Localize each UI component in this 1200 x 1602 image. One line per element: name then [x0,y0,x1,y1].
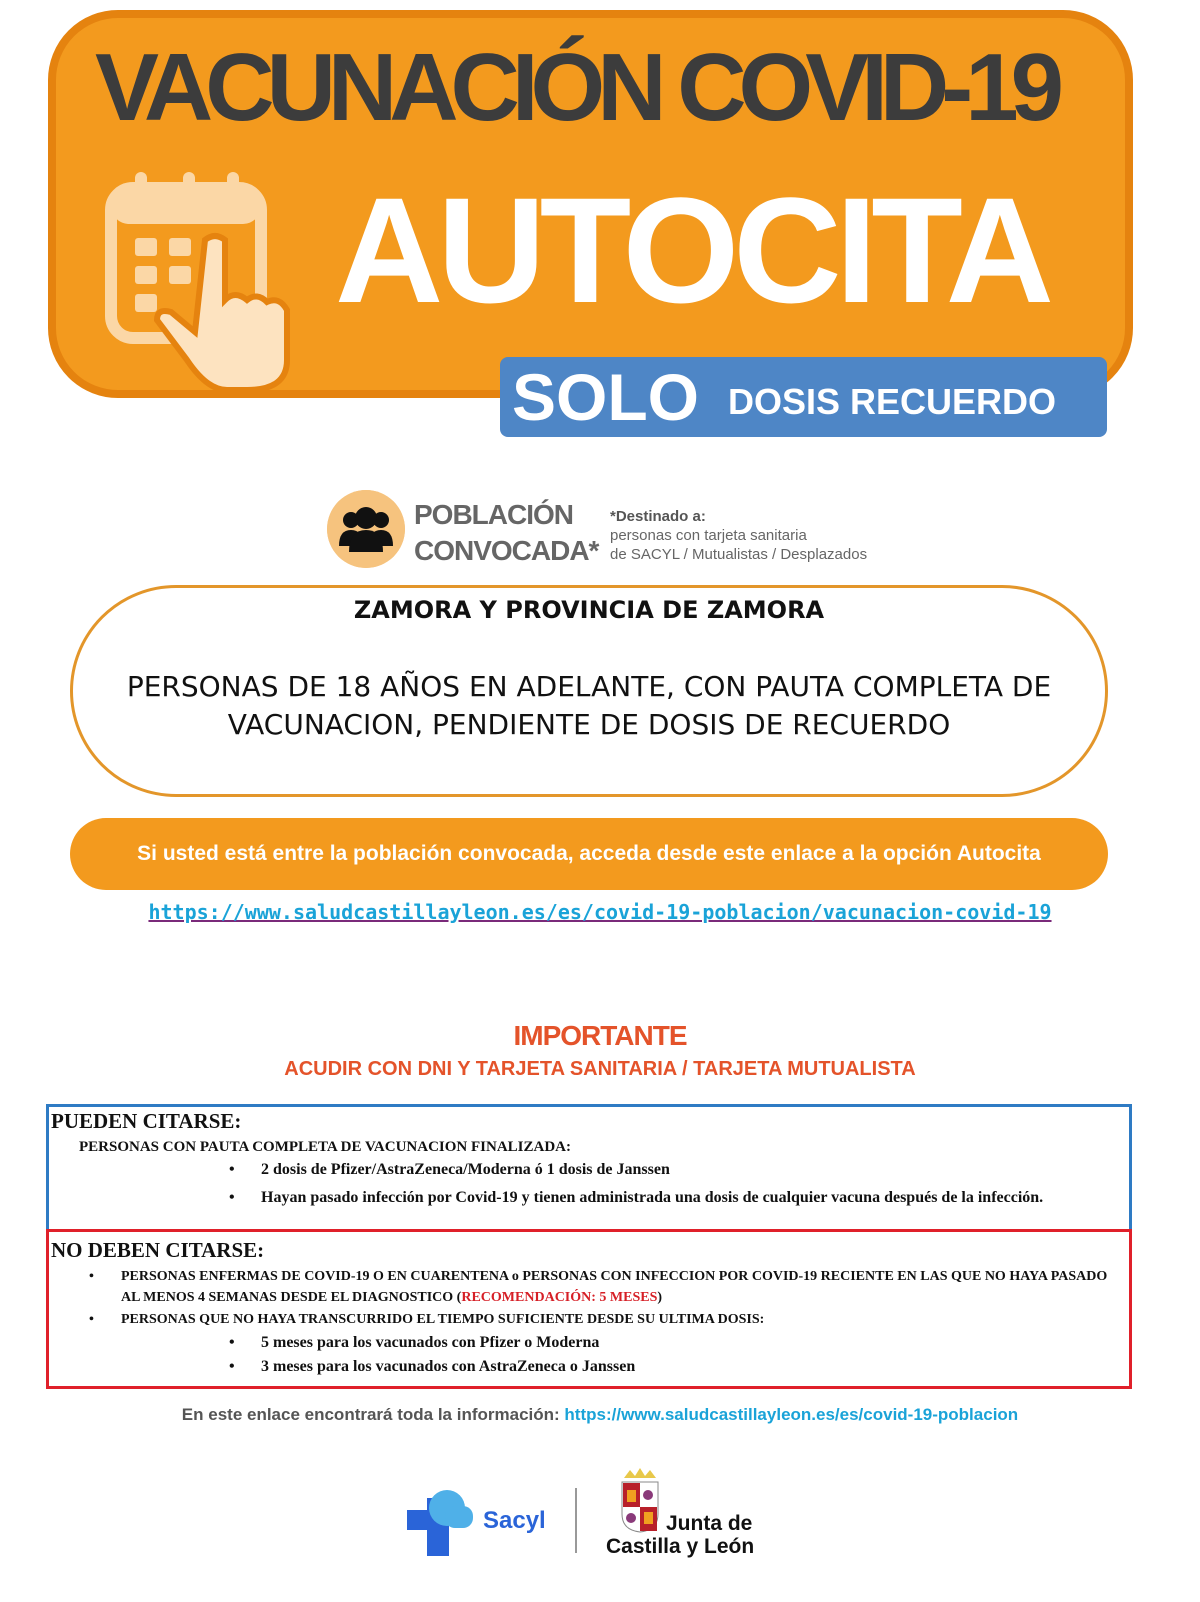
target-population-box [70,585,1108,797]
zone-title: ZAMORA Y PROVINCIA DE ZAMORA [353,596,825,624]
pueden-citarse-box [46,1104,1132,1230]
no-deben-citarse-box [46,1229,1132,1389]
pop-title-line1: POBLACIÓN [414,499,573,530]
zone-description: PERSONAS DE 18 AÑOS EN ADELANTE, CON PAUTA COMPLETA DE VACUNACION, PENDIENTE DE DOSIS DE RECUERDO [126,670,1052,741]
sacyl-logo [405,1482,555,1557]
pueden-subtitle: PERSONAS CON PAUTA COMPLETA DE VACUNACION FINALIZADA: [79,1139,571,1155]
people-group-icon [327,490,405,568]
calendar-hand-icon [105,170,295,390]
dest-line2: de SACYL / Mutualistas / Desplazados [610,546,868,563]
junta-text [606,1512,786,1558]
junta-line1: Junta de [666,1512,753,1535]
junta-line2: Castilla y León [606,1535,755,1558]
recommendation-text: RECOMENDACIÓN: 5 MESES [461,1290,658,1305]
important-title-text: IMPORTANTE [513,1020,687,1051]
no-deben-title: NO DEBEN CITARSE: [51,1238,265,1262]
autocita-cta-banner [70,818,1108,890]
list-item: • 2 dosis de Pfizer/AstraZeneca/Moderna ó 1 dosis de Janssen [261,1159,1121,1181]
item1-end: ) [657,1290,663,1305]
poblacion-convocada-title [414,497,604,569]
important-subtitle-text: ACUDIR CON DNI Y TARJETA SANITARIA / TARJETA MUTUALISTA [284,1058,916,1080]
item1-text: PERSONAS ENFERMAS DE COVID-19 O EN CUARENTENA o PERSONAS CON INFECCION POR COVID-19 RECIENTE EN LAS QUE NO HAYA PASADO AL MENOS 4 SEMANAS DESDE EL DIAGNOSTICO ( [121,1269,1108,1305]
sacyl-logo-text: Sacyl [483,1507,546,1534]
list-item [121,1266,1121,1308]
important-title [0,1020,1200,1052]
footer-text: En este enlace encontrará toda la información: [181,1405,560,1424]
pueden-title: PUEDEN CITARSE: [51,1109,242,1133]
badge-solo: SOLO [512,360,700,434]
destinado-note [610,507,910,564]
badge-dosis-recuerdo: DOSIS RECUERDO [728,381,1057,422]
title-vacunacion: VACUNACIÓN COVID-19 [95,34,1056,141]
title-autocita: AUTOCITA [335,166,1049,334]
cta-text: Si usted está entre la población convocada, acceda desde este enlace a la opción Autocita [137,842,1041,865]
important-subtitle [0,1058,1200,1081]
footer-info [0,1405,1200,1425]
junta-logo-text [606,1512,786,1558]
dest-line1: personas con tarjeta sanitaria [610,527,807,544]
list-item: • 3 meses para los vacunados con AstraZeneca o Janssen [261,1356,1121,1378]
list-item: • 5 meses para los vacunados con Pfizer o Moderna [261,1332,1121,1354]
solo-dosis-recuerdo-badge [500,357,1107,437]
list-item: • Hayan pasado infección por Covid-19 y tienen administrada una dosis de cualquier vacuna después de la infección. [261,1187,1121,1209]
dest-label: *Destinado a: [610,508,706,525]
vacunacion-link[interactable]: https://www.saludcastillayleon.es/es/covid-19-poblacion/vacunacion-covid-19 [148,900,1052,924]
footer-link[interactable]: https://www.saludcastillayleon.es/es/covid-19-poblacion [564,1405,1019,1424]
pop-title-line2: CONVOCADA* [414,535,599,566]
logo-divider [575,1488,577,1553]
list-item: • PERSONAS QUE NO HAYA TRANSCURRIDO EL TIEMPO SUFICIENTE DESDE SU ULTIMA DOSIS: [121,1309,1121,1331]
